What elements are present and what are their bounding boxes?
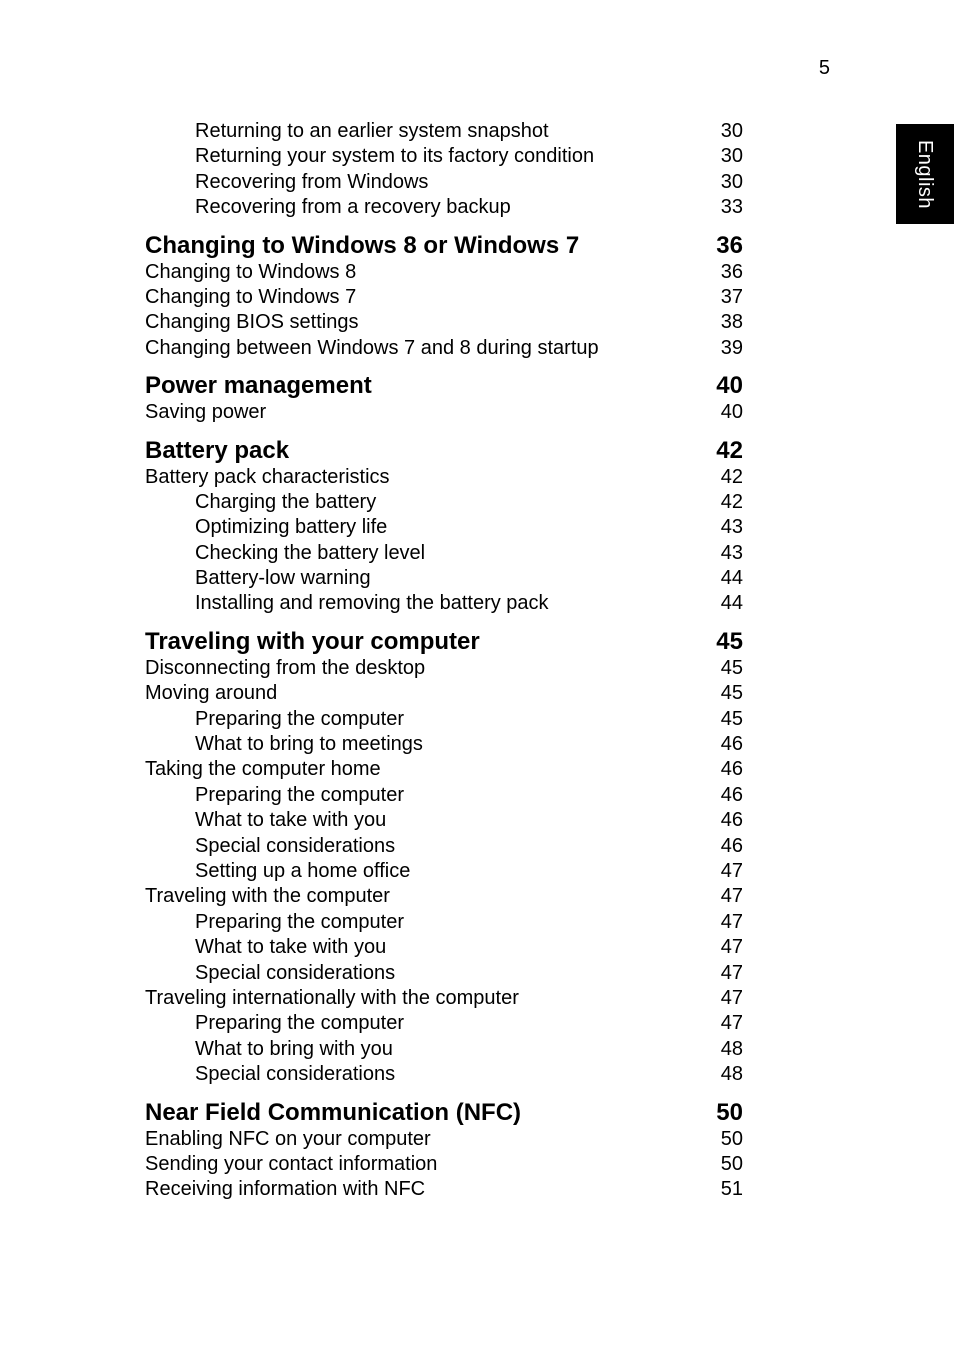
toc-entry-page: 47 <box>720 885 743 908</box>
toc-entry-page: 47 <box>720 961 743 984</box>
toc-entry-page: 46 <box>720 783 743 806</box>
toc-entry-title: Optimizing battery life <box>195 516 388 539</box>
toc-entry-title: Changing to Windows 8 <box>145 260 357 283</box>
toc-entry-page: 50 <box>720 1152 743 1175</box>
toc-entry-page: 30 <box>720 145 743 168</box>
toc-entry-title: Preparing the computer <box>195 783 405 806</box>
toc-subentry[interactable] <box>145 1037 743 1062</box>
toc-entry[interactable] <box>145 1177 743 1202</box>
toc-entry-title: Taking the computer home <box>145 758 381 781</box>
toc-section-heading[interactable] <box>145 437 743 465</box>
toc-entry-title: Near Field Communication (NFC) <box>145 1098 522 1126</box>
toc-entry-page: 47 <box>720 910 743 933</box>
toc-entry[interactable] <box>145 1127 743 1152</box>
toc-entry[interactable] <box>145 310 743 335</box>
toc-entry-title: Battery pack characteristics <box>145 465 390 488</box>
toc-entry-page: 48 <box>720 1037 743 1060</box>
toc-entry-page: 48 <box>720 1063 743 1086</box>
toc-subentry[interactable] <box>145 515 743 540</box>
toc-entry-page: 36 <box>720 260 743 283</box>
toc-entry-title: What to bring to meetings <box>195 733 423 756</box>
toc-subentry[interactable] <box>145 732 743 757</box>
language-tab <box>896 124 954 224</box>
toc-entry-page: 45 <box>720 707 743 730</box>
toc-entry-page: 43 <box>720 516 743 539</box>
toc-entry-page: 44 <box>720 592 743 615</box>
toc-entry-page: 43 <box>720 541 743 564</box>
toc-entry-title: Changing to Windows 7 <box>145 285 357 308</box>
toc-entry-page: 30 <box>720 120 743 142</box>
toc-entry-page: 46 <box>720 758 743 781</box>
toc-subentry[interactable] <box>145 195 743 220</box>
toc-entry[interactable] <box>145 285 743 310</box>
toc-entry[interactable] <box>145 681 743 706</box>
toc-entry-title: Recovering from Windows <box>195 170 429 193</box>
toc-subentry[interactable] <box>145 591 743 616</box>
table-of-contents <box>145 119 743 1203</box>
toc-entry[interactable] <box>145 465 743 490</box>
toc-entry-title: Enabling NFC on your computer <box>145 1127 431 1150</box>
toc-entry-title: Power management <box>145 372 372 400</box>
toc-subentry[interactable] <box>145 961 743 986</box>
toc-entry-page: 45 <box>720 682 743 705</box>
page-number: 5 <box>818 57 830 79</box>
toc-entry-page: 33 <box>720 196 743 219</box>
toc-entry-page: 42 <box>720 490 743 513</box>
toc-entry-title: Moving around <box>145 682 278 705</box>
toc-entry-title: Receiving information with NFC <box>145 1178 426 1201</box>
toc-entry-title: Installing and removing the battery pack <box>195 592 549 615</box>
toc-entry[interactable] <box>145 757 743 782</box>
toc-entry-page: 46 <box>720 809 743 832</box>
toc-entry-title: What to take with you <box>195 936 387 959</box>
toc-entry-title: Recovering from a recovery backup <box>195 196 511 219</box>
toc-entry-title: Setting up a home office <box>195 859 411 882</box>
toc-entry-title: Battery-low warning <box>195 567 371 590</box>
toc-subentry[interactable] <box>145 859 743 884</box>
toc-entry-title: Sending your contact information <box>145 1152 438 1175</box>
toc-subentry[interactable] <box>145 1062 743 1087</box>
toc-entry-page: 36 <box>716 231 743 259</box>
toc-entry-title: Special considerations <box>195 834 396 857</box>
toc-entry-title: Traveling with the computer <box>145 885 390 908</box>
toc-entry-title: Traveling with your computer <box>145 627 480 655</box>
toc-entry-page: 46 <box>720 834 743 857</box>
toc-entry[interactable] <box>145 260 743 285</box>
toc-entry[interactable] <box>145 336 743 361</box>
toc-entry-title: Traveling internationally with the computer <box>145 986 519 1009</box>
toc-entry-page: 50 <box>716 1098 743 1126</box>
toc-section-heading[interactable] <box>145 232 743 260</box>
toc-entry-page: 45 <box>720 656 743 679</box>
toc-subentry[interactable] <box>145 910 743 935</box>
toc-entry-page: 42 <box>720 465 743 488</box>
toc-subentry[interactable] <box>145 566 743 591</box>
toc-section-heading[interactable] <box>145 372 743 400</box>
toc-subentry[interactable] <box>145 490 743 515</box>
toc-entry-page: 39 <box>720 336 743 359</box>
toc-entry-page: 45 <box>716 627 743 655</box>
toc-entry[interactable] <box>145 400 743 425</box>
toc-entry-title: Returning your system to its factory condition <box>195 145 595 168</box>
language-tab-label: English <box>914 139 937 209</box>
toc-entry-title: What to bring with you <box>195 1037 393 1060</box>
toc-entry-title: Preparing the computer <box>195 1012 405 1035</box>
toc-entry-page: 47 <box>720 986 743 1009</box>
toc-entry-page: 42 <box>716 436 743 464</box>
toc-entry-title: What to take with you <box>195 809 387 832</box>
toc-entry-title: Changing to Windows 8 or Windows 7 <box>145 231 580 259</box>
toc-entry-title: Checking the battery level <box>195 541 426 564</box>
toc-entry[interactable] <box>145 986 743 1011</box>
toc-entry-page: 46 <box>720 733 743 756</box>
toc-entry-page: 38 <box>720 311 743 334</box>
toc-entry-title: Special considerations <box>195 1063 396 1086</box>
toc-entry-page: 30 <box>720 170 743 193</box>
toc-subentry[interactable] <box>145 119 743 144</box>
toc-entry-page: 37 <box>720 285 743 308</box>
toc-subentry[interactable] <box>145 170 743 195</box>
toc-entry-title: Charging the battery <box>195 490 377 513</box>
toc-entry-title: Preparing the computer <box>195 910 405 933</box>
toc-entry-page: 44 <box>720 567 743 590</box>
toc-subentry[interactable] <box>145 144 743 169</box>
toc-entry-title: Battery pack <box>145 436 290 464</box>
toc-subentry[interactable] <box>145 808 743 833</box>
toc-entry-title: Special considerations <box>195 961 396 984</box>
toc-entry[interactable] <box>145 1152 743 1177</box>
toc-subentry[interactable] <box>145 1011 743 1036</box>
toc-entry-page: 40 <box>720 401 743 424</box>
toc-section-heading[interactable] <box>145 1099 743 1127</box>
toc-entry[interactable] <box>145 656 743 681</box>
toc-subentry[interactable] <box>145 783 743 808</box>
toc-entry[interactable] <box>145 884 743 909</box>
toc-entry-page: 50 <box>720 1127 743 1150</box>
toc-subentry[interactable] <box>145 935 743 960</box>
toc-subentry[interactable] <box>145 541 743 566</box>
toc-entry-title: Saving power <box>145 401 267 424</box>
toc-entry-title: Disconnecting from the desktop <box>145 656 426 679</box>
toc-entry-page: 47 <box>720 859 743 882</box>
toc-entry-page: 40 <box>716 372 743 400</box>
toc-entry-page: 47 <box>720 936 743 959</box>
toc-entry-page: 47 <box>720 1012 743 1035</box>
toc-entry-title: Changing BIOS settings <box>145 311 359 334</box>
toc-entry-page: 51 <box>720 1178 743 1201</box>
toc-section-heading[interactable] <box>145 628 743 656</box>
toc-subentry[interactable] <box>145 707 743 732</box>
toc-entry-title: Returning to an earlier system snapshot <box>195 120 549 142</box>
toc-subentry[interactable] <box>145 834 743 859</box>
toc-entry-title: Preparing the computer <box>195 707 405 730</box>
toc-entry-title: Changing between Windows 7 and 8 during startup <box>145 336 599 359</box>
